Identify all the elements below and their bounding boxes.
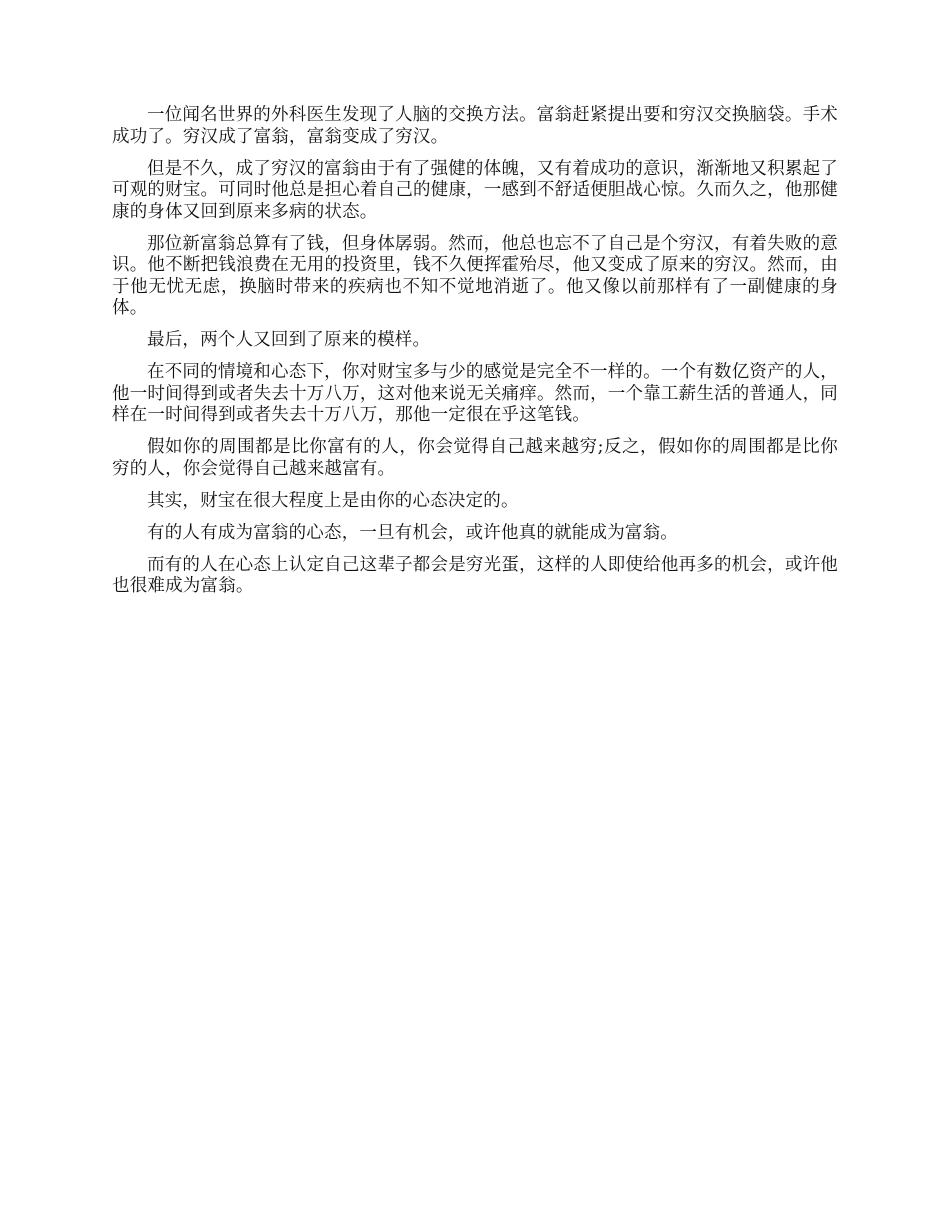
document-page (112, 105, 838, 608)
paragraph-9: 而有的人在心态上认定自己这辈子都会是穷光蛋，这样的人即使给他再多的机会，或许他也很难成为富翁。 (112, 554, 838, 596)
paragraph-7: 其实，财宝在很大程度上是由你的心态决定的。 (147, 490, 519, 511)
paragraph-4: 最后，两个人又回到了原来的模样。 (147, 330, 431, 350)
paragraph-8: 有的人有成为富翁的心态，一旦有机会，或许他真的就能成为富翁。 (147, 522, 678, 543)
paragraph-5: 在不同的情境和心态下，你对财宝多与少的感觉是完全不一样的。一个有数亿资产的人，他一时间得到或者失去十万八万，这对他来说无关痛痒。然而，一个靠工薪生活的普通人，同样在一时间得到或者失去十万八万，那他一定很在乎这笔钱。 (112, 362, 838, 425)
paragraph-1: 一位闻名世界的外科医生发现了人脑的交换方法。富翁赶紧提出要和穷汉交换脑袋。手术成功了。穷汉成了富翁，富翁变成了穷汉。 (112, 105, 838, 147)
paragraph-6: 假如你的周围都是比你富有的人，你会觉得自己越来越穷;反之，假如你的周围都是比你穷的人，你会觉得自己越来越富有。 (112, 437, 838, 479)
paragraph-2: 但是不久，成了穷汉的富翁由于有了强健的体魄，又有着成功的意识，渐渐地又积累起了可观的财宝。可同时他总是担心着自己的健康，一感到不舒适便胆战心惊。久而久之，他那健康的身体又回到原来多病的状态。 (112, 158, 838, 222)
paragraph-3: 那位新富翁总算有了钱，但身体孱弱。然而，他总也忘不了自己是个穷汉，有着失败的意识。他不断把钱浪费在无用的投资里，钱不久便挥霍殆尽，他又变成了原来的穷汉。然而，由于他无忧无虑，换脑时带来的疾病也不知不觉地消逝了。他又像以前那样有了一副健康的身体。 (112, 233, 838, 318)
